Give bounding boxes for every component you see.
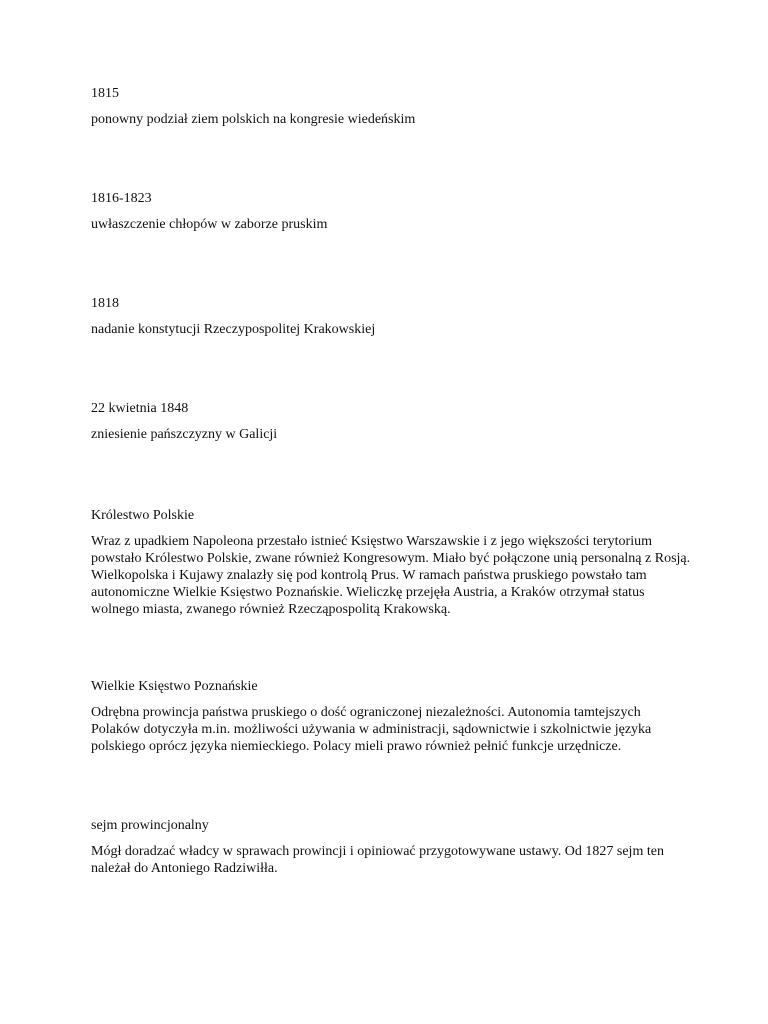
entry-definition: uwłaszczenie chłopów w zaborze pruskim	[91, 217, 328, 232]
entry-definition: Odrębna prowincja państwa pruskiego o dość ograniczonej niezależności. Autonomia tamtejszych Polaków dotyczyła m.in. możliwości używania w administracji, sądownictwie i szkolnictwie języka polskiego oprócz języka niemieckiego. Polacy mieli prawo również pełnić funkcje urzędnicze.	[91, 705, 652, 754]
entry-sejm-prowincjonalny	[91, 817, 691, 877]
entry-term: 1818	[91, 296, 119, 311]
entry-term: 22 kwietnia 1848	[91, 401, 189, 416]
entry-term: 1816-1823	[91, 191, 152, 206]
entry-krolestwo-polskie	[91, 507, 691, 618]
entry-definition: Mógł doradzać władcy w sprawach prowincji i opiniować przygotowywane ustawy. Od 1827 sejm ten należał do Antoniego Radziwiłła.	[91, 844, 664, 876]
entry-term: Wielkie Księstwo Poznańskie	[91, 679, 258, 694]
entry-term: 1815	[91, 86, 119, 101]
entry-wielkie-ksiestwo-poznanskie	[91, 678, 691, 755]
entry-definition: nadanie konstytucji Rzeczypospolitej Krakowskiej	[91, 322, 376, 337]
entry-1815	[91, 85, 691, 128]
entry-22-kwietnia-1848	[91, 400, 691, 443]
entry-1816-1823	[91, 190, 691, 233]
entry-term: Królestwo Polskie	[91, 508, 195, 523]
entry-term: sejm prowincjonalny	[91, 818, 209, 833]
entry-1818	[91, 295, 691, 338]
entry-definition: ponowny podział ziem polskich na kongresie wiedeńskim	[91, 112, 416, 127]
entry-definition: Wraz z upadkiem Napoleona przestało istnieć Księstwo Warszawskie i z jego większości terytorium powstało Królestwo Polskie, zwane również Kongresowym. Miało być połączone unią personalną z Rosją. Wielkopolska i Kujawy znalazły się pod kontrolą Prus. W ramach państwa pruskiego powstało tam autonomiczne Wielkie Księstwo Poznańskie. Wieliczkę przejęła Austria, a Kraków otrzymał status wolnego miasta, zwanego również Rzecząpospolitą Krakowską.	[91, 534, 691, 617]
entry-definition: zniesienie pańszczyzny w Galicji	[91, 427, 278, 442]
